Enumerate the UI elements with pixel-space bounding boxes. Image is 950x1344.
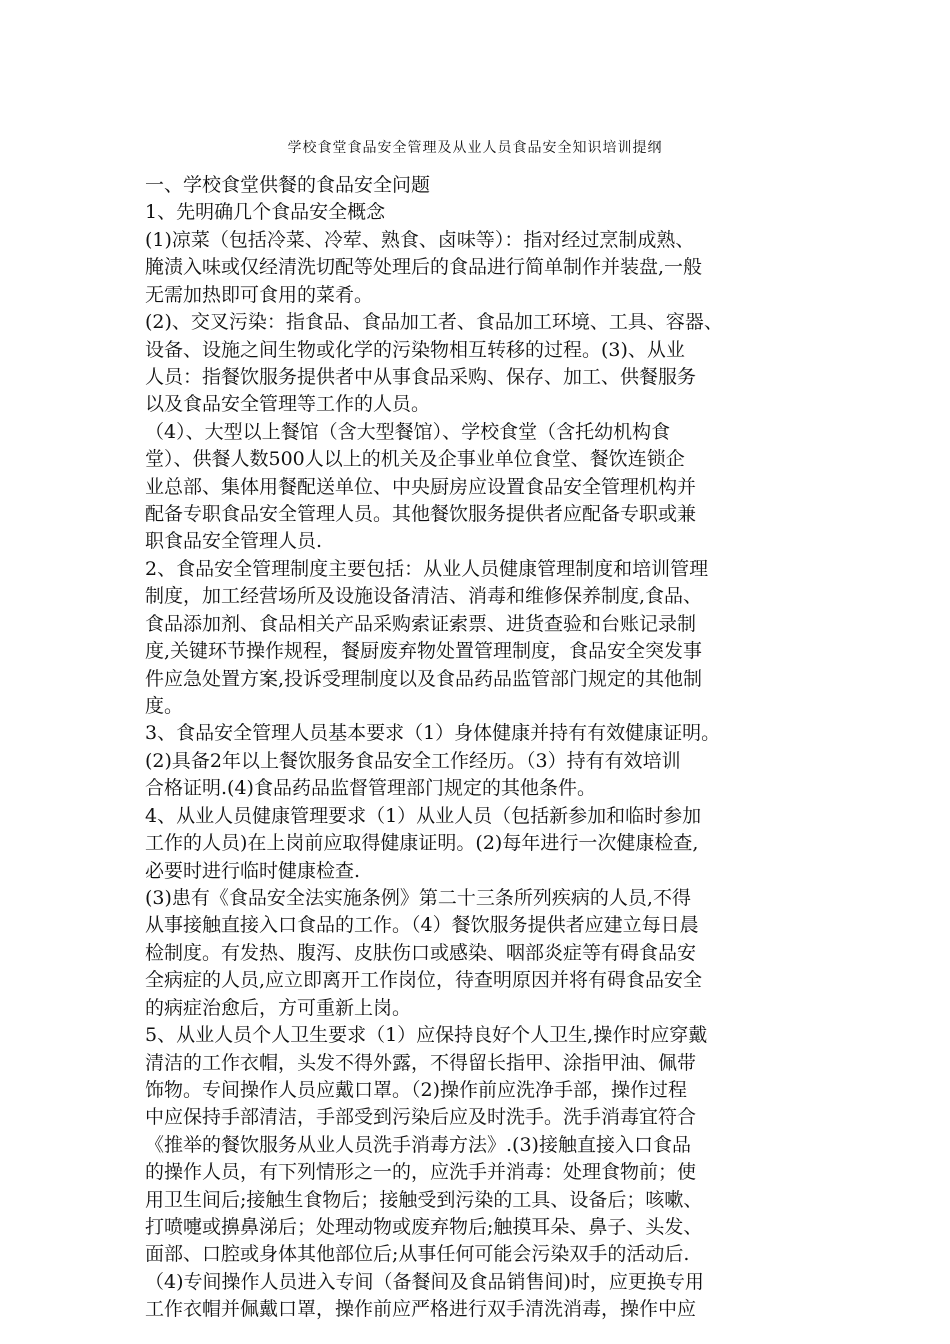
text-line: 面部、口腔或身体其他部位后;从事任何可能会污染双手的活动后. <box>145 1243 690 1266</box>
text-line: 5、从业人员个人卫生要求（1）应保持良好个人卫生,操作时应穿戴 <box>145 1024 708 1047</box>
text-line: 从事接触直接入口食品的工作。（4）餐饮服务提供者应建立每日晨 <box>145 914 699 937</box>
text-line: 堂）、供餐人数500人以上的机关及企事业单位食堂、餐饮连锁企 <box>145 448 685 471</box>
text-line: 工作的人员)在上岗前应取得健康证明。(2)每年进行一次健康检查, <box>145 832 699 855</box>
text-line: 件应急处置方案,投诉受理制度以及食品药品监管部门规定的其他制 <box>145 667 703 690</box>
text-line: 制度，加工经营场所及设施设备清洁、消毒和维修保养制度,食品、 <box>145 585 703 608</box>
text-line: 职食品安全管理人员. <box>145 530 323 553</box>
text-line: (2)、交叉污染：指食品、食品加工者、食品加工环境、工具、容器、 <box>145 311 723 334</box>
text-line: 《推举的餐饮服务从业人员洗手消毒方法》.(3)接触直接入口食品 <box>145 1133 691 1156</box>
text-line: 的病症治愈后，方可重新上岗。 <box>145 996 412 1019</box>
text-line: (3)患有《食品安全法实施条例》第二十三条所列疾病的人员,不得 <box>145 886 691 909</box>
text-line: (2)具备2年以上餐饮服务食品安全工作经历。（3）持有有效培训 <box>145 749 681 772</box>
text-line: 必要时进行临时健康检查. <box>145 859 361 882</box>
text-line: （4)专间操作人员进入专间（备餐间及食品销售间)时，应更换专用 <box>145 1270 704 1293</box>
text-line: 饰物。专间操作人员应戴口罩。（2)操作前应洗净手部，操作过程 <box>145 1078 688 1101</box>
text-line: 4、从业人员健康管理要求（1）从业人员（包括新参加和临时参加 <box>145 804 702 827</box>
text-line: 2、食品安全管理制度主要包括：从业人员健康管理制度和培训管理 <box>145 557 709 580</box>
text-line: 清洁的工作衣帽，头发不得外露，不得留长指甲、涂指甲油、佩带 <box>145 1051 697 1074</box>
text-line: 检制度。有发热、腹泻、皮肤伤口或感染、咽部炎症等有碍食品安 <box>145 941 697 964</box>
document-title: 学校食堂食品安全管理及从业人员食品安全知识培训提纲 <box>287 140 663 156</box>
text-line: 全病症的人员,应立即离开工作岗位，待查明原因并将有碍食品安全 <box>145 969 703 992</box>
text-line: (1)凉菜（包括冷菜、冷荤、熟食、卤味等）：指对经过烹制成熟、 <box>145 228 695 251</box>
text-line: 食品添加剂、食品相关产品采购索证索票、进货查验和台账记录制 <box>145 612 697 635</box>
document-body <box>145 172 815 1324</box>
text-line: 设备、设施之间生物或化学的污染物相互转移的过程。(3)、从业 <box>145 338 685 361</box>
text-line: 用卫生间后;接触生食物后；接触受到污染的工具、设备后；咳嗽、 <box>145 1188 703 1211</box>
text-line: 一、学校食堂供餐的食品安全问题 <box>145 174 431 196</box>
text-line: 无需加热即可食用的菜肴。 <box>145 283 374 306</box>
text-line: 合格证明.(4)食品药品监督管理部门规定的其他条件。 <box>145 777 596 800</box>
text-line: 以及食品安全管理等工作的人员。 <box>145 393 431 416</box>
text-line: 工作衣帽并佩戴口罩，操作前应严格进行双手清洗消毒，操作中应 <box>145 1298 697 1321</box>
text-line: 打喷嚏或擤鼻涕后；处理动物或废弃物后;触摸耳朵、鼻子、头发、 <box>145 1216 703 1239</box>
text-line: 人员：指餐饮服务提供者中从事食品采购、保存、加工、供餐服务 <box>145 365 697 388</box>
text-line: （4）、大型以上餐馆（含大型餐馆）、学校食堂（含托幼机构食 <box>145 420 671 443</box>
text-line: 腌渍入味或仅经清洗切配等处理后的食品进行简单制作并装盘,一般 <box>145 256 703 279</box>
text-line: 配备专职食品安全管理人员。其他餐饮服务提供者应配备专职或兼 <box>145 503 697 526</box>
text-line: 中应保持手部清洁，手部受到污染后应及时洗手。洗手消毒宜符合 <box>145 1106 697 1129</box>
text-line: 度,关键环节操作规程，餐厨废弃物处置管理制度，食品安全突发事 <box>145 640 703 663</box>
text-line: 的操作人员，有下列情形之一的，应洗手并消毒：处理食物前；使 <box>145 1161 697 1184</box>
text-line: 业总部、集体用餐配送单位、中央厨房应设置食品安全管理机构并 <box>145 475 697 498</box>
text-line: 度。 <box>145 695 184 718</box>
text-line: 1、先明确几个食品安全概念 <box>145 201 386 224</box>
text-line: 3、食品安全管理人员基本要求（1）身体健康并持有有效健康证明。 <box>145 722 721 745</box>
